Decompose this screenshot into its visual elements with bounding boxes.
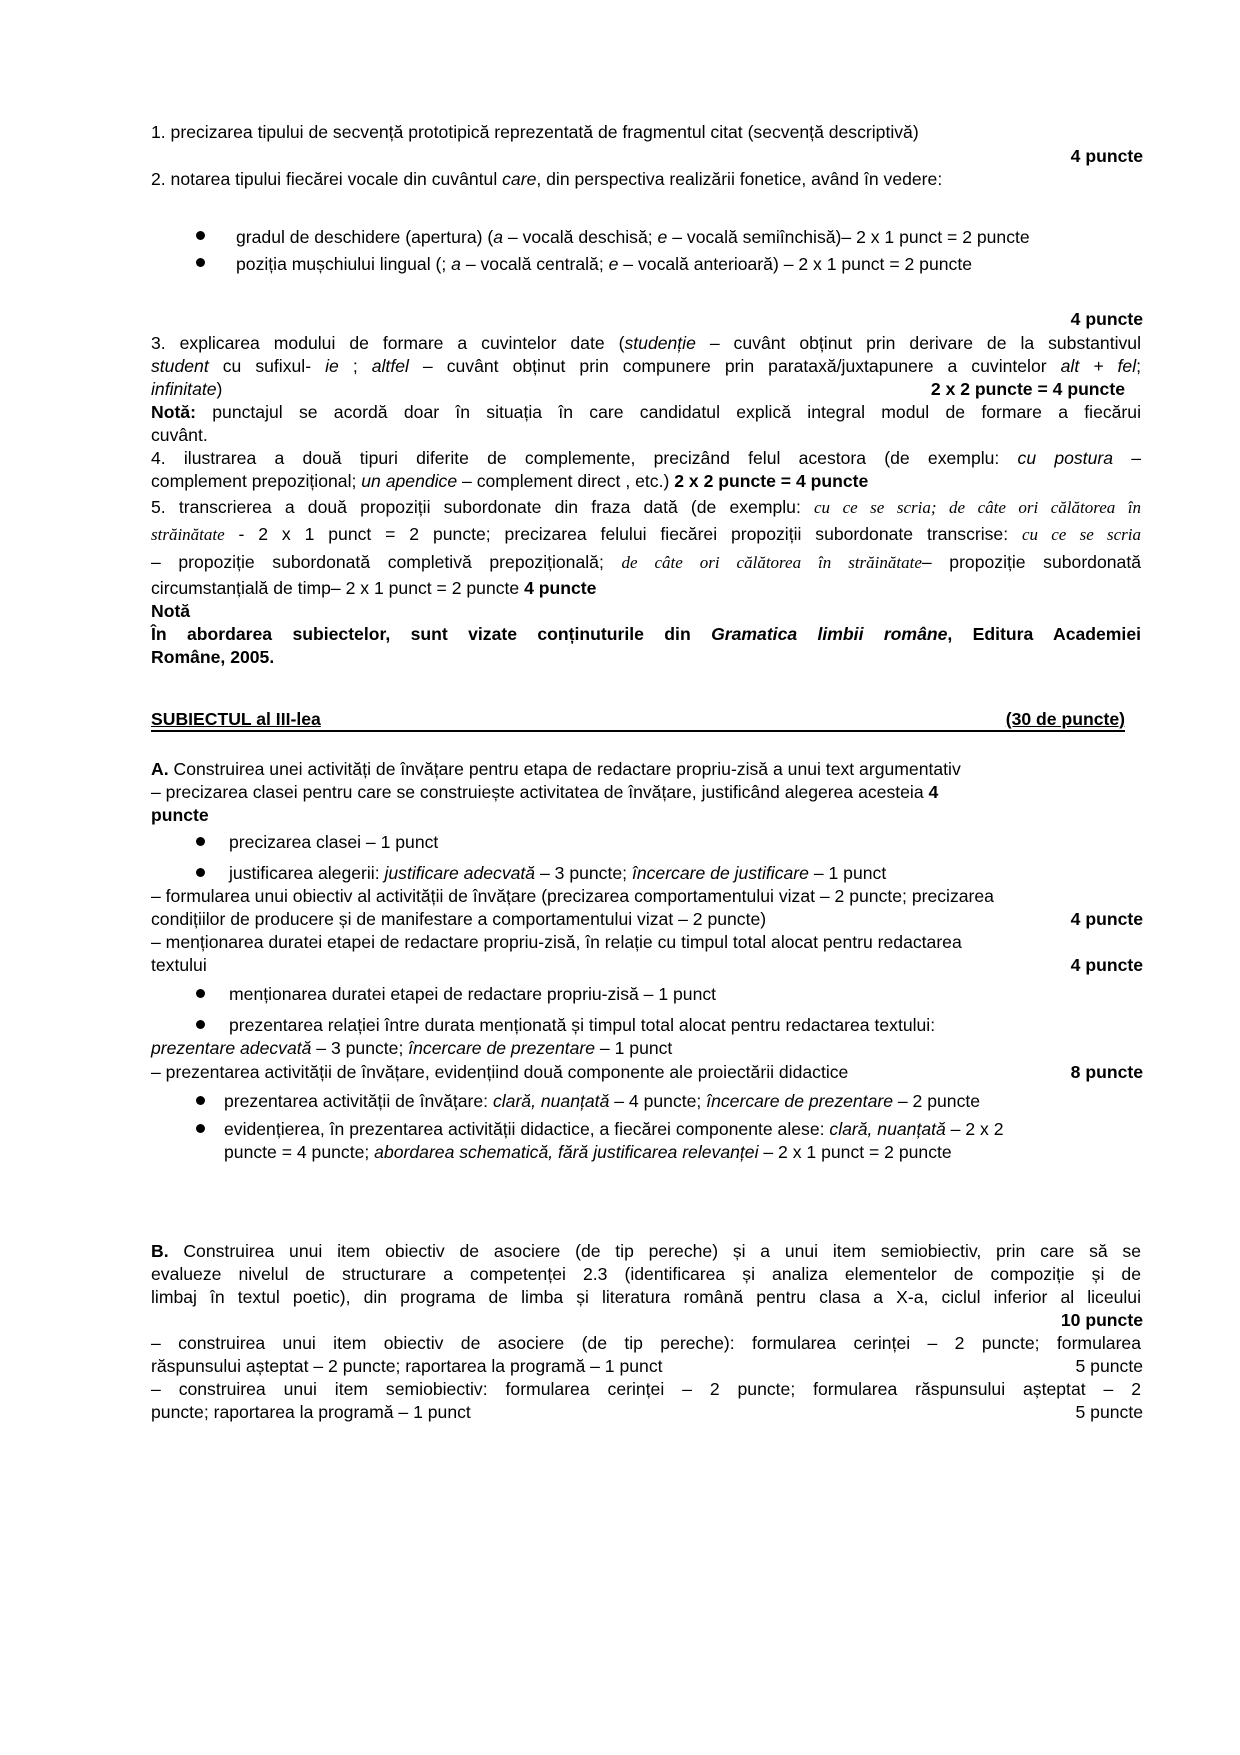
bullet-icon [196,989,205,998]
bullet-text: poziția mușchiului lingual (; [236,254,452,274]
item-2-word: care [502,169,537,189]
section-b-line-2: evalueze nivelul de structurare a competenței 2.3 (identificarea și analiza elementelor de compoziție și de [151,1264,1141,1284]
italic-text: abordarea schematică, fără justificarea relevanței [374,1142,759,1162]
presentation-bullet-2-line-2 [224,1141,952,1163]
section-b-item-2-line-1: – construirea unui item semiobiectiv: formularea cerinței – 2 puncte; formularea răspunsului așteptat – 2 [151,1379,1141,1399]
text: – 2 x 1 punct = 2 puncte [758,1142,952,1162]
bullet-icon [196,868,205,877]
bullet-icon [196,231,205,240]
relation-scoring [151,1037,672,1059]
objective-points: 4 puncte [1070,909,1143,929]
item-3-line-3 [151,378,222,400]
italic-text: încercare de justificare [631,863,809,883]
text: Construirea unei activități de învățare pentru etapa de redactare propriu-zisă a unui text argumentativ [168,759,961,779]
italic-text: infinitate [151,379,217,399]
item-5-line-2 [151,523,1141,546]
italic-text: clară, nuanțată [492,1091,610,1111]
text: justificarea alegerii: [229,863,385,883]
text: În abordarea subiectelor, sunt vizate conținuturile din [151,624,712,644]
text: , Editura Academiei [947,624,1141,644]
bullet-text: – vocală deschisă; [503,227,658,247]
bullet-italic: e [608,254,619,274]
bullet-icon [196,837,205,846]
section-label: B. [151,1241,169,1261]
section-b-item-1-points: 5 puncte [1075,1356,1143,1376]
presentation-points: 8 puncte [1070,1062,1143,1082]
bullet-text: – vocală anterioară) – 2 x 1 punct = 2 puncte [618,254,972,274]
final-note-line-1 [151,623,1141,645]
text: ; [1136,356,1142,376]
presentation-line: – prezentarea activității de învățare, evidențiind două componente ale proiectării didactice [151,1062,849,1082]
text: 5. transcrierea a două propoziții subordonate din fraza dată (de exemplu: [151,497,815,517]
item-1-points: 4 puncte [1070,146,1143,166]
subject-3-heading [151,706,1125,732]
text: evidențierea, în prezentarea activității didactice, a fiecărei componente alese: [224,1119,830,1139]
text: circumstanțială de timp– 2 x 1 punct = 2 puncte [151,578,525,598]
text: cu sufixul- [208,356,326,376]
note-label: Notă: [151,402,196,422]
points: 4 [928,782,939,802]
presentation-bullet-2 [224,1118,1004,1140]
italic-text: prezentare adecvată [151,1038,312,1058]
item-3-points: 2 x 2 puncte = 4 puncte [930,379,1125,399]
text: prezentarea activității de învățare: [224,1091,493,1111]
item-5-line-1 [151,496,1141,519]
italic-text: justificare adecvată [384,863,536,883]
text: complement prepozițional; [151,471,362,491]
bullet-icon [196,1020,205,1029]
text: puncte = 4 puncte; [224,1142,375,1162]
bullet-text: – vocală centrală; [460,254,609,274]
text: – propoziție subordonată completivă prepozițională; [151,552,622,572]
bullet-icon [196,1096,205,1105]
italic-text: încercare de prezentare [408,1038,596,1058]
section-a-line-3: puncte [151,805,209,825]
italic-text: clară, nuanțată [829,1119,946,1139]
points: 2 x 2 puncte = 4 puncte [674,471,869,491]
italic-text: cu postura [1017,448,1114,468]
bullet-icon [196,258,205,267]
section-a-bullet-2 [229,862,886,884]
duration-line-1: – menționarea duratei etapei de redactare propriu-zisă, în relație cu timpul total alocat pentru redactarea [151,932,962,952]
italic-text: studenție [624,333,696,353]
quoted-example: străinătate [151,525,225,544]
item-4-line-2 [151,470,868,492]
text: 4. ilustrarea a două tipuri diferite de complemente, precizând felul acestora (de exemplu: [151,448,1018,468]
bullet-icon [196,1124,205,1133]
quoted-example: de câte ori călătorea în străinătate [621,553,922,572]
italic-text: încercare de prezentare [706,1091,893,1111]
text: – cuvânt obținut prin derivare de la substantivul [695,333,1141,353]
section-b-item-2-line-2: puncte; raportarea la programă – 1 punct [151,1402,471,1422]
subject-3-points: (30 de puncte) [1005,709,1125,729]
section-b-line-1 [151,1240,1141,1262]
section-b-line-3: limbaj în textul poetic), din programa de limba și literatura română pentru clasa a X-a, ciclul inferior al liceului [151,1287,1141,1307]
text: – [1113,448,1142,468]
final-note-label: Notă [151,601,191,621]
text: – 1 punct [595,1038,673,1058]
text: – 2 puncte [893,1091,981,1111]
objective-line-2: condițiilor de producere și de manifestare a comportamentului vizat – 2 puncte) [151,909,767,929]
bullet-text: – vocală semiînchisă)– 2 x 1 punct = 2 puncte [667,227,1030,247]
bullet-text: gradul de deschidere (apertura) ( [236,227,494,247]
section-b-item-1-line-2: răspunsului așteptat – 2 puncte; raportarea la programă – 1 punct [151,1356,663,1376]
item-5-line-4 [151,577,596,599]
section-a-bullet-1: precizarea clasei – 1 punct [229,832,439,852]
points: 4 puncte [524,578,597,598]
text: Construirea unui item obiectiv de asociere (de tip pereche) și a unui item semiobiectiv, prin care să se [168,1241,1141,1261]
objective-line-1: – formularea unui obiectiv al activității de învățare (precizarea comportamentului vizat – 2 puncte; precizarea [151,886,994,906]
text: – 2 x 2 [945,1119,1004,1139]
italic-text: student [151,356,209,376]
duration-bullet-1: menționarea duratei etapei de redactare propriu-zisă – 1 punct [229,984,717,1004]
section-a-line-2 [151,781,938,803]
item-2-bullet-1 [236,226,1030,248]
item-3-note [151,401,1141,423]
text: – complement direct , etc.) [457,471,675,491]
text: punctajul se acordă doar în situația în care candidatul explică integral modul de formare a fiecărui [195,402,1141,422]
quoted-example: cu ce se scria; de câte ori călătorea în [814,498,1142,517]
text: – 3 puncte; [535,863,632,883]
item-2-text [151,168,942,190]
bullet-italic: a [451,254,461,274]
text: – 3 puncte; [311,1038,409,1058]
item-2-text-b: , din perspectiva realizării fonetice, având în vedere: [536,169,943,189]
item-5-line-3 [151,551,1141,574]
text: 3. explicarea modului de formare a cuvintelor date ( [151,333,625,353]
presentation-bullet-1 [224,1090,980,1112]
italic-text: ie [325,356,339,376]
section-b-item-2-points: 5 puncte [1075,1402,1143,1422]
section-a-line-1 [151,758,961,780]
section-b-item-1-line-1: – construirea unui item obiectiv de asociere (de tip pereche): formularea cerinței – 2 puncte; formularea [151,1333,1141,1353]
duration-points: 4 puncte [1070,955,1143,975]
text: – propoziție subordonată [921,552,1141,572]
text: - 2 x 1 punct = 2 puncte; precizarea felului fiecărei propoziții subordonate transcrise: [224,524,1022,544]
item-1-text: 1. precizarea tipului de secvență prototipică reprezentată de fragmentul citat (secvență descriptivă) [151,122,919,142]
duration-bullet-2: prezentarea relației între durata menționată și timpul total alocat pentru redactarea textului: [229,1015,936,1035]
text: – 1 punct [808,863,887,883]
item-2-text-a: 2. notarea tipului fiecărei vocale din cuvântul [151,169,503,189]
item-3-line-1 [151,332,1141,354]
section-label: A. [151,759,169,779]
item-4-line-1 [151,447,1141,469]
item-3-note-line-2: cuvânt. [151,425,208,445]
text: – cuvânt obținut prin compunere prin parataxă/juxtapunere a cuvintelor [408,356,1061,376]
duration-line-2: textului [151,955,207,975]
item-2-points: 4 puncte [1070,309,1143,329]
section-b-points: 10 puncte [1060,1310,1143,1330]
book-title: Gramatica limbii române [711,624,948,644]
subject-3-title: SUBIECTUL al III-lea [151,709,321,729]
text: ; [338,356,372,376]
italic-text: alt + fel [1060,356,1137,376]
item-3-line-2 [151,355,1141,377]
final-note-line-2: Române, 2005. [151,647,275,667]
text: ) [216,379,223,399]
bullet-italic: a [493,227,504,247]
italic-text: un apendice [361,471,458,491]
text: – 4 puncte; [609,1091,707,1111]
quoted-example: cu ce se scria [1021,525,1141,544]
italic-text: altfel [371,356,409,376]
text: – precizarea clasei pentru care se construiește activitatea de învățare, justificând alegerea acesteia [151,782,929,802]
bullet-italic: e [657,227,668,247]
item-2-bullet-2 [236,253,972,275]
